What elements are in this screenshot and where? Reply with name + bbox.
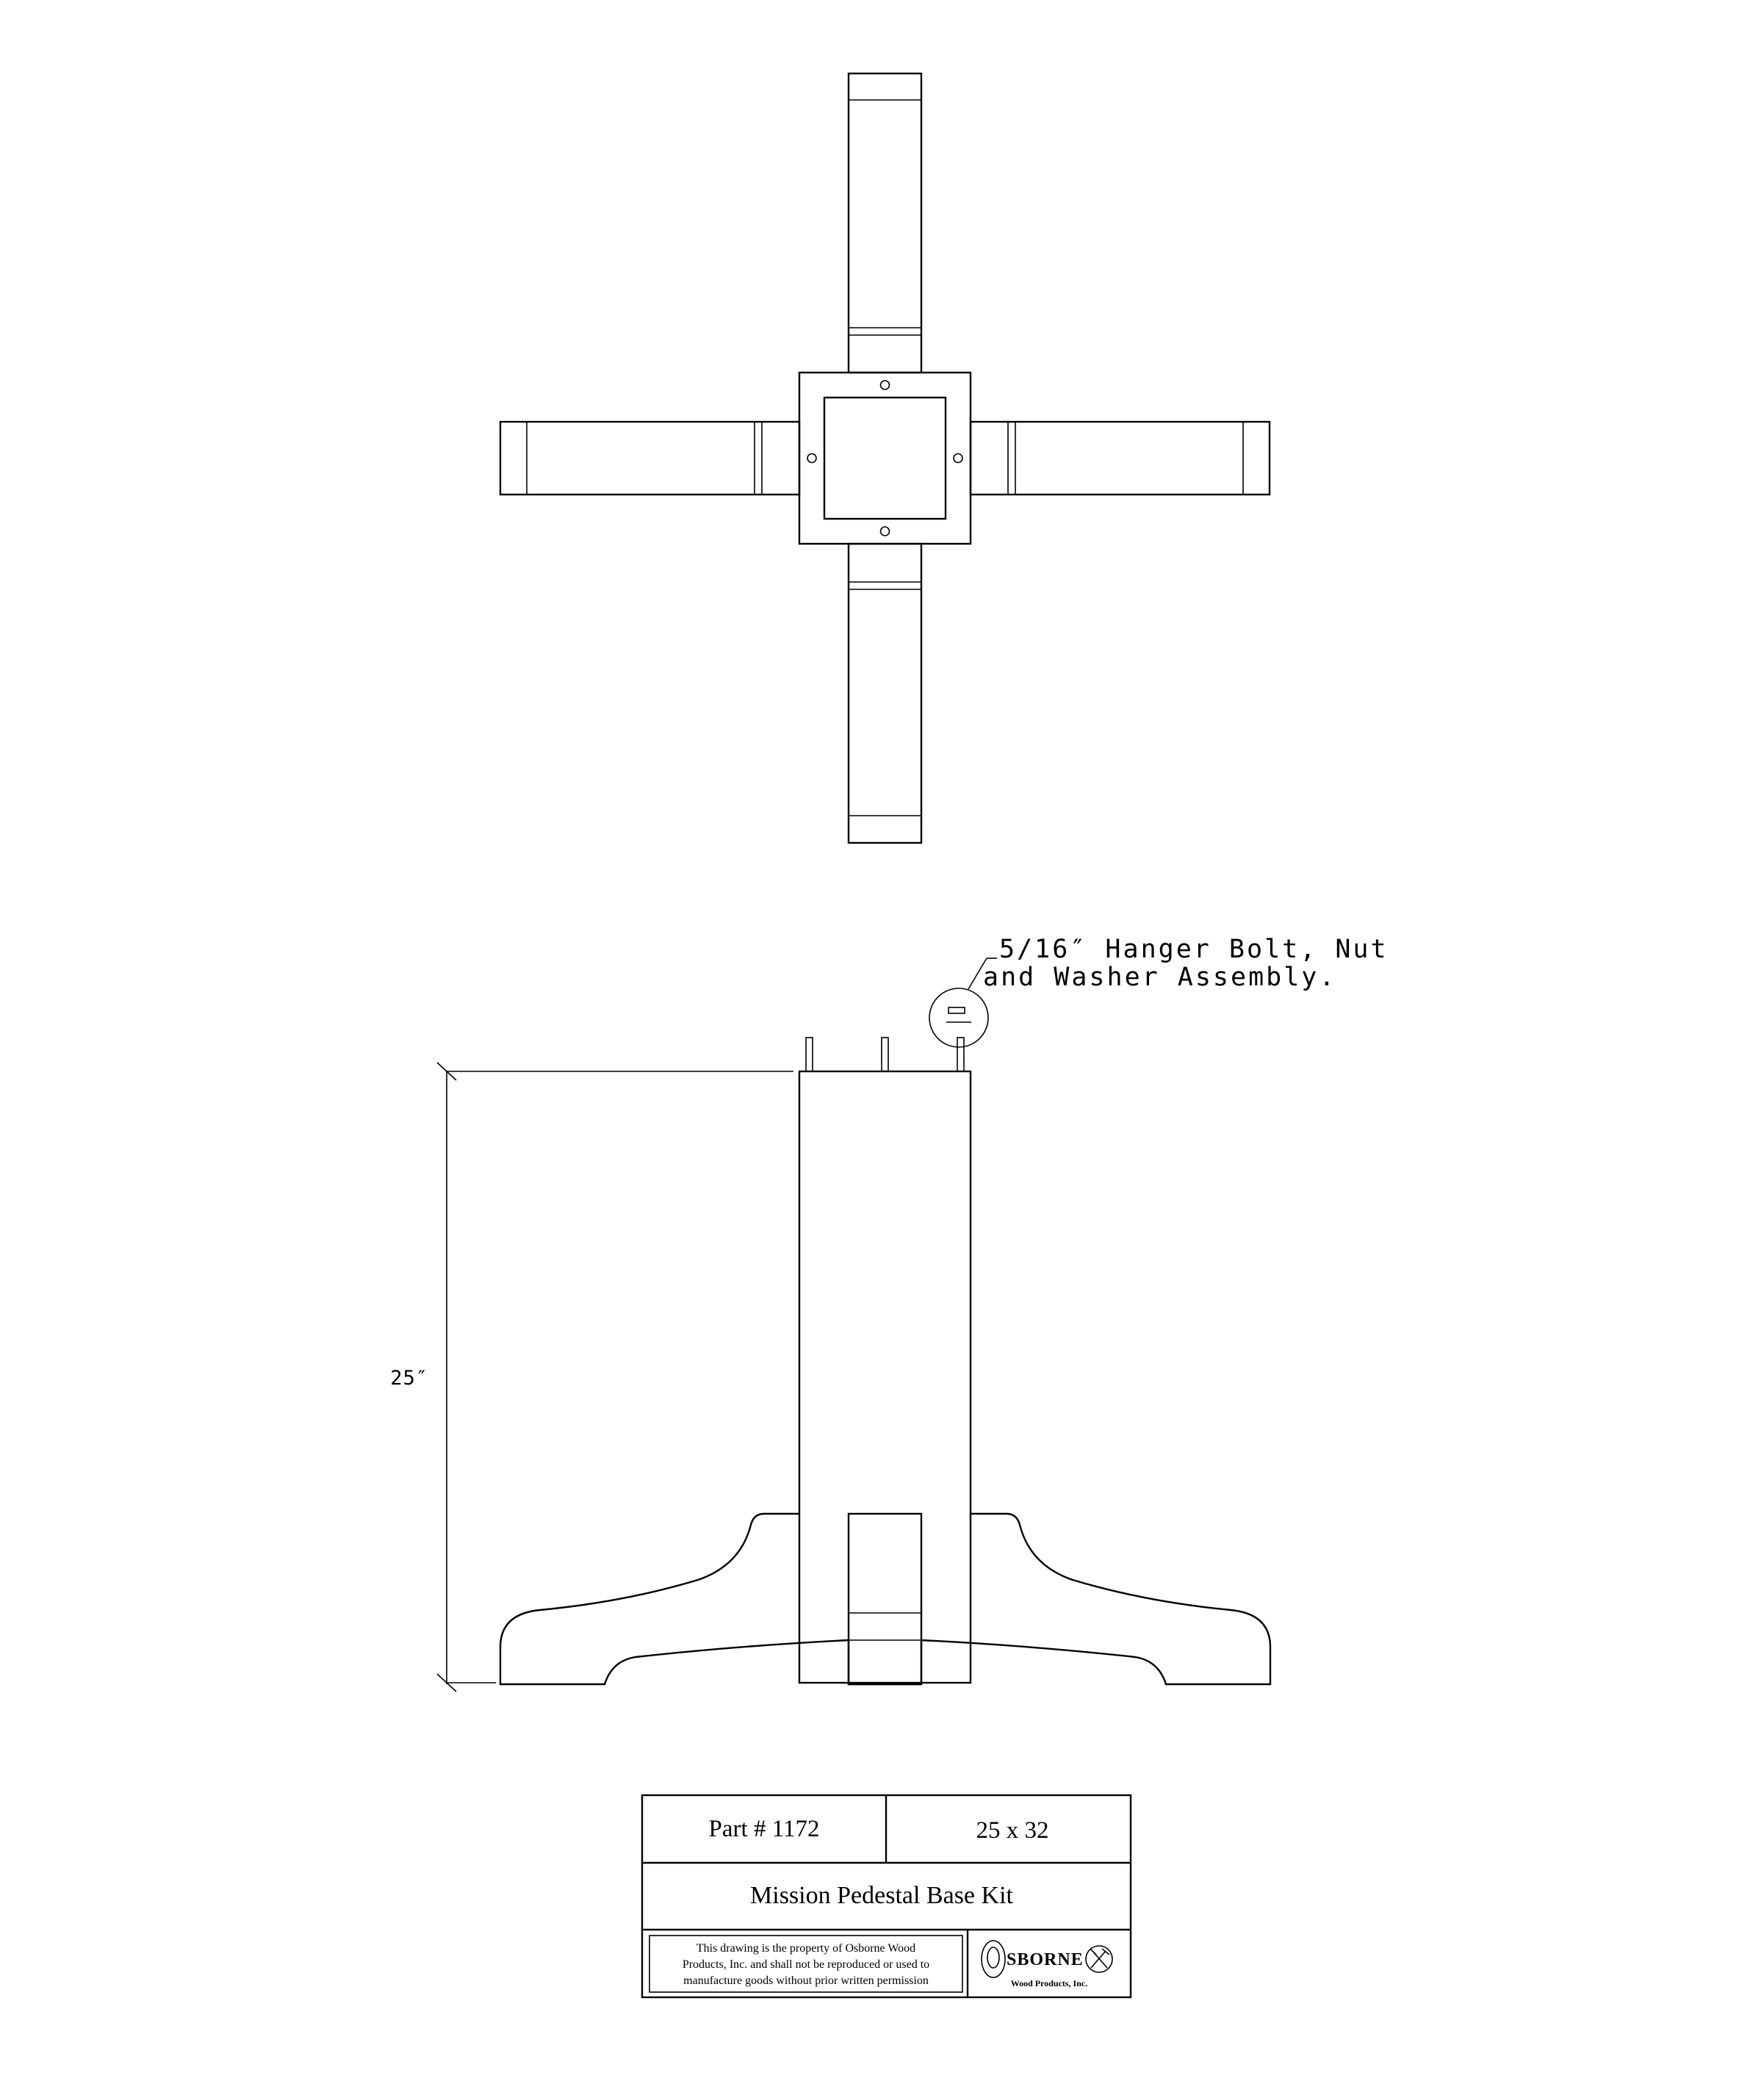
notice-line1: This drawing is the property of Osborne Wood (696, 1942, 916, 1955)
notice-line3: manufacture goods without prior written permission (683, 1974, 929, 1987)
bolt-hole (954, 454, 962, 463)
product-name: Mission Pedestal Base Kit (750, 1882, 1013, 1909)
osborne-logo (982, 1941, 1112, 1988)
bolt-hole (881, 381, 890, 389)
top-view-foot-west (500, 422, 799, 495)
bolt-hole (881, 527, 890, 536)
notice-line2: Products, Inc. and shall not be reproduced or used to (682, 1958, 930, 1971)
front-view (390, 935, 1388, 1692)
top-view-foot-north (849, 73, 921, 373)
pedestal-feet-profile (500, 1514, 1270, 1684)
logo-brand: SBORNE (1007, 1950, 1084, 1969)
callout-label-line1: 5/16″ Hanger Bolt, Nut (999, 935, 1389, 964)
top-view-center-block (799, 373, 971, 544)
pedestal-column (799, 1071, 971, 1683)
bolt-hole (807, 454, 816, 463)
top-view-foot-east (971, 422, 1270, 495)
front-facing-foot (849, 1514, 921, 1684)
callout-label-line2: and Washer Assembly. (983, 963, 1337, 992)
height-dimension (437, 1063, 793, 1692)
height-dimension-label: 25″ (390, 1367, 428, 1390)
logo-o-mark (982, 1941, 1005, 1977)
part-number: Part # 1172 (708, 1816, 820, 1842)
size-spec: 25 x 32 (976, 1817, 1049, 1844)
title-block (642, 1795, 1131, 1997)
logo-subtitle: Wood Products, Inc. (1010, 1978, 1088, 1988)
hanger-bolts (806, 1038, 964, 1071)
top-view (500, 73, 1270, 843)
top-view-foot-south (849, 544, 921, 843)
